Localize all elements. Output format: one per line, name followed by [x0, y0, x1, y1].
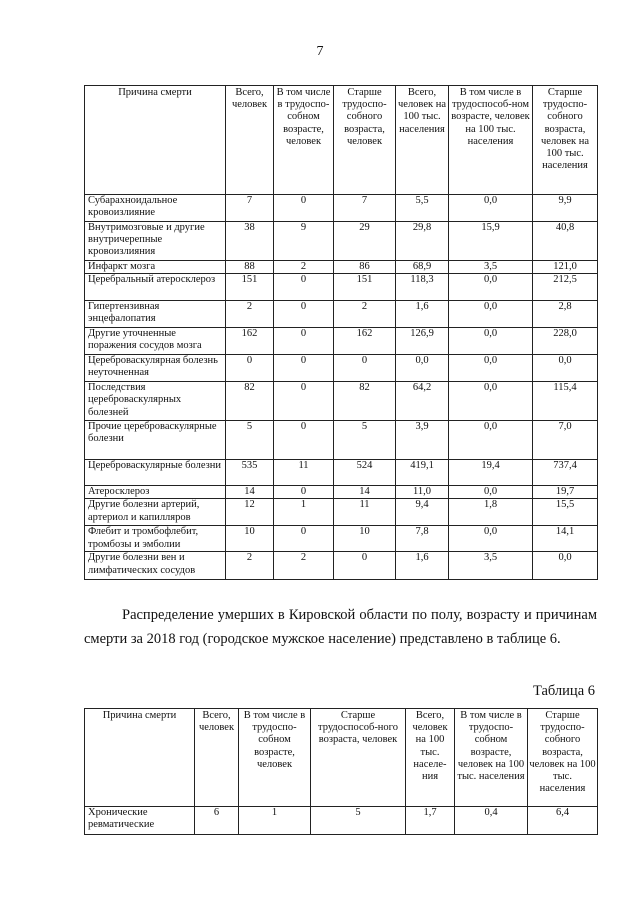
cause-cell: Хронические ревматические	[85, 807, 195, 835]
cause-cell: Последствия цереброваскулярных болезней	[85, 382, 226, 421]
value-cell: 9,4	[396, 499, 449, 526]
value-cell: 1,7	[406, 807, 455, 835]
value-cell: 0,0	[449, 195, 533, 222]
value-cell: 2,8	[533, 301, 598, 328]
value-cell: 0	[274, 421, 334, 460]
value-cell: 0	[274, 274, 334, 301]
mortality-table-2	[84, 708, 598, 835]
value-cell: 15,5	[533, 499, 598, 526]
value-cell: 7,8	[396, 526, 449, 552]
value-cell: 15,9	[449, 222, 533, 261]
value-cell: 419,1	[396, 460, 449, 486]
value-cell: 162	[226, 328, 274, 355]
value-cell: 2	[226, 552, 274, 580]
value-cell: 0,0	[449, 486, 533, 499]
cause-cell: Субарахноидальное кровоизлияние	[85, 195, 226, 222]
cause-cell: Гипертензивная энцефалопатия	[85, 301, 226, 328]
value-cell: 19,4	[449, 460, 533, 486]
table-caption: Таблица 6	[532, 683, 595, 699]
table-row	[85, 261, 598, 274]
value-cell: 0,0	[449, 274, 533, 301]
value-cell: 82	[334, 382, 396, 421]
value-cell: 0,0	[533, 355, 598, 382]
value-cell: 162	[334, 328, 396, 355]
table-header-row	[85, 709, 598, 807]
value-cell: 118,3	[396, 274, 449, 301]
value-cell: 14,1	[533, 526, 598, 552]
value-cell: 12	[226, 499, 274, 526]
value-cell: 0,0	[396, 355, 449, 382]
value-cell: 0,0	[533, 552, 598, 580]
value-cell: 3,5	[449, 552, 533, 580]
value-cell: 5,5	[396, 195, 449, 222]
cause-cell: Церебральный атеросклероз	[85, 274, 226, 301]
cause-cell: Другие болезни артерий, артериол и капилляров	[85, 499, 226, 526]
table-row	[85, 807, 598, 835]
value-cell: 2	[334, 301, 396, 328]
value-cell: 0,0	[449, 355, 533, 382]
value-cell: 524	[334, 460, 396, 486]
cause-cell: Цереброваскулярные болезни	[85, 460, 226, 486]
value-cell: 121,0	[533, 261, 598, 274]
value-cell: 2	[274, 261, 334, 274]
value-cell: 19,7	[533, 486, 598, 499]
value-cell: 0	[274, 355, 334, 382]
value-cell: 40,8	[533, 222, 598, 261]
table-row	[85, 526, 598, 552]
value-cell: 0,0	[449, 526, 533, 552]
cause-cell: Другие болезни вен и лимфатических сосудов	[85, 552, 226, 580]
value-cell: 7	[226, 195, 274, 222]
header-total: Всего, человек	[226, 86, 274, 195]
value-cell: 1,6	[396, 301, 449, 328]
value-cell: 1	[274, 499, 334, 526]
value-cell: 7,0	[533, 421, 598, 460]
table-row	[85, 486, 598, 499]
value-cell: 6,4	[528, 807, 598, 835]
value-cell: 88	[226, 261, 274, 274]
value-cell: 11,0	[396, 486, 449, 499]
header-cause: Причина смерти	[85, 86, 226, 195]
value-cell: 5	[226, 421, 274, 460]
page-number: 7	[316, 44, 324, 59]
value-cell: 0	[334, 552, 396, 580]
table-header-row	[85, 86, 598, 195]
table-row	[85, 274, 598, 301]
value-cell: 228,0	[533, 328, 598, 355]
cause-cell: Внутримозговые и другие внутричерепные кровоизлияния	[85, 222, 226, 261]
value-cell: 29,8	[396, 222, 449, 261]
mortality-table-1	[84, 85, 598, 580]
value-cell: 151	[334, 274, 396, 301]
table-row	[85, 499, 598, 526]
value-cell: 9,9	[533, 195, 598, 222]
table-row	[85, 460, 598, 486]
header-working-age: В том числе в трудоспо-собном возрасте, человек	[274, 86, 334, 195]
value-cell: 82	[226, 382, 274, 421]
table-row	[85, 301, 598, 328]
value-cell: 0	[274, 526, 334, 552]
value-cell: 1	[239, 807, 311, 835]
header-above-working-age: Старше трудоспо-собного возраста, человек	[334, 86, 396, 195]
value-cell: 29	[334, 222, 396, 261]
value-cell: 0,0	[449, 421, 533, 460]
table-row	[85, 328, 598, 355]
value-cell: 0,0	[449, 301, 533, 328]
cause-cell: Цереброваскулярная болезнь неуточненная	[85, 355, 226, 382]
value-cell: 14	[226, 486, 274, 499]
value-cell: 10	[334, 526, 396, 552]
table-row	[85, 195, 598, 222]
header-above-working-age-per-100k: Старше трудоспо-собного возраста, человек на 100 тыс. населения	[533, 86, 598, 195]
value-cell: 737,4	[533, 460, 598, 486]
header-total-per-100k: Всего, человек на 100 тыс. населе-ния	[406, 709, 455, 807]
value-cell: 0	[334, 355, 396, 382]
value-cell: 0	[274, 328, 334, 355]
value-cell: 1,6	[396, 552, 449, 580]
value-cell: 3,9	[396, 421, 449, 460]
table-row	[85, 552, 598, 580]
cause-cell: Другие уточненные поражения сосудов мозга	[85, 328, 226, 355]
value-cell: 11	[334, 499, 396, 526]
value-cell: 115,4	[533, 382, 598, 421]
value-cell: 0	[226, 355, 274, 382]
value-cell: 0	[274, 486, 334, 499]
value-cell: 86	[334, 261, 396, 274]
value-cell: 0	[274, 301, 334, 328]
table-row	[85, 421, 598, 460]
cause-cell: Атеросклероз	[85, 486, 226, 499]
header-total: Всего, человек	[195, 709, 239, 807]
header-working-age: В том числе в трудоспо-собном возрасте, человек	[239, 709, 311, 807]
header-above-working-age-per-100k: Старше трудоспо-собного возраста, человек на 100 тыс. населения	[528, 709, 598, 807]
value-cell: 64,2	[396, 382, 449, 421]
value-cell: 0	[274, 195, 334, 222]
body-paragraph: Распределение умерших в Кировской области по полу, возрасту и причинам смерти за 2018 год (городское мужское население) представлено в таблице 6.	[84, 607, 597, 647]
cause-cell: Флебит и тромбофлебит, тромбозы и эмболии	[85, 526, 226, 552]
cause-cell: Прочие цереброваскулярные болезни	[85, 421, 226, 460]
value-cell: 38	[226, 222, 274, 261]
value-cell: 0,0	[449, 382, 533, 421]
value-cell: 68,9	[396, 261, 449, 274]
cause-cell: Инфаркт мозга	[85, 261, 226, 274]
value-cell: 5	[334, 421, 396, 460]
value-cell: 10	[226, 526, 274, 552]
value-cell: 5	[311, 807, 406, 835]
value-cell: 0,0	[449, 328, 533, 355]
value-cell: 11	[274, 460, 334, 486]
value-cell: 0,4	[455, 807, 528, 835]
header-total-per-100k: Всего, человек на 100 тыс. населения	[396, 86, 449, 195]
value-cell: 126,9	[396, 328, 449, 355]
table-row	[85, 382, 598, 421]
value-cell: 3,5	[449, 261, 533, 274]
header-cause: Причина смерти	[85, 709, 195, 807]
value-cell: 14	[334, 486, 396, 499]
value-cell: 212,5	[533, 274, 598, 301]
value-cell: 535	[226, 460, 274, 486]
value-cell: 2	[274, 552, 334, 580]
header-working-age-per-100k: В том числе в трудоспо-собном возрасте, человек на 100 тыс. населения	[455, 709, 528, 807]
value-cell: 1,8	[449, 499, 533, 526]
value-cell: 9	[274, 222, 334, 261]
value-cell: 2	[226, 301, 274, 328]
value-cell: 151	[226, 274, 274, 301]
header-above-working-age: Старше трудоспособ-ного возраста, человек	[311, 709, 406, 807]
table-row	[85, 222, 598, 261]
header-working-age-per-100k: В том числе в трудоспособ-ном возрасте, человек на 100 тыс. населения	[449, 86, 533, 195]
value-cell: 0	[274, 382, 334, 421]
value-cell: 7	[334, 195, 396, 222]
table-row	[85, 355, 598, 382]
value-cell: 6	[195, 807, 239, 835]
